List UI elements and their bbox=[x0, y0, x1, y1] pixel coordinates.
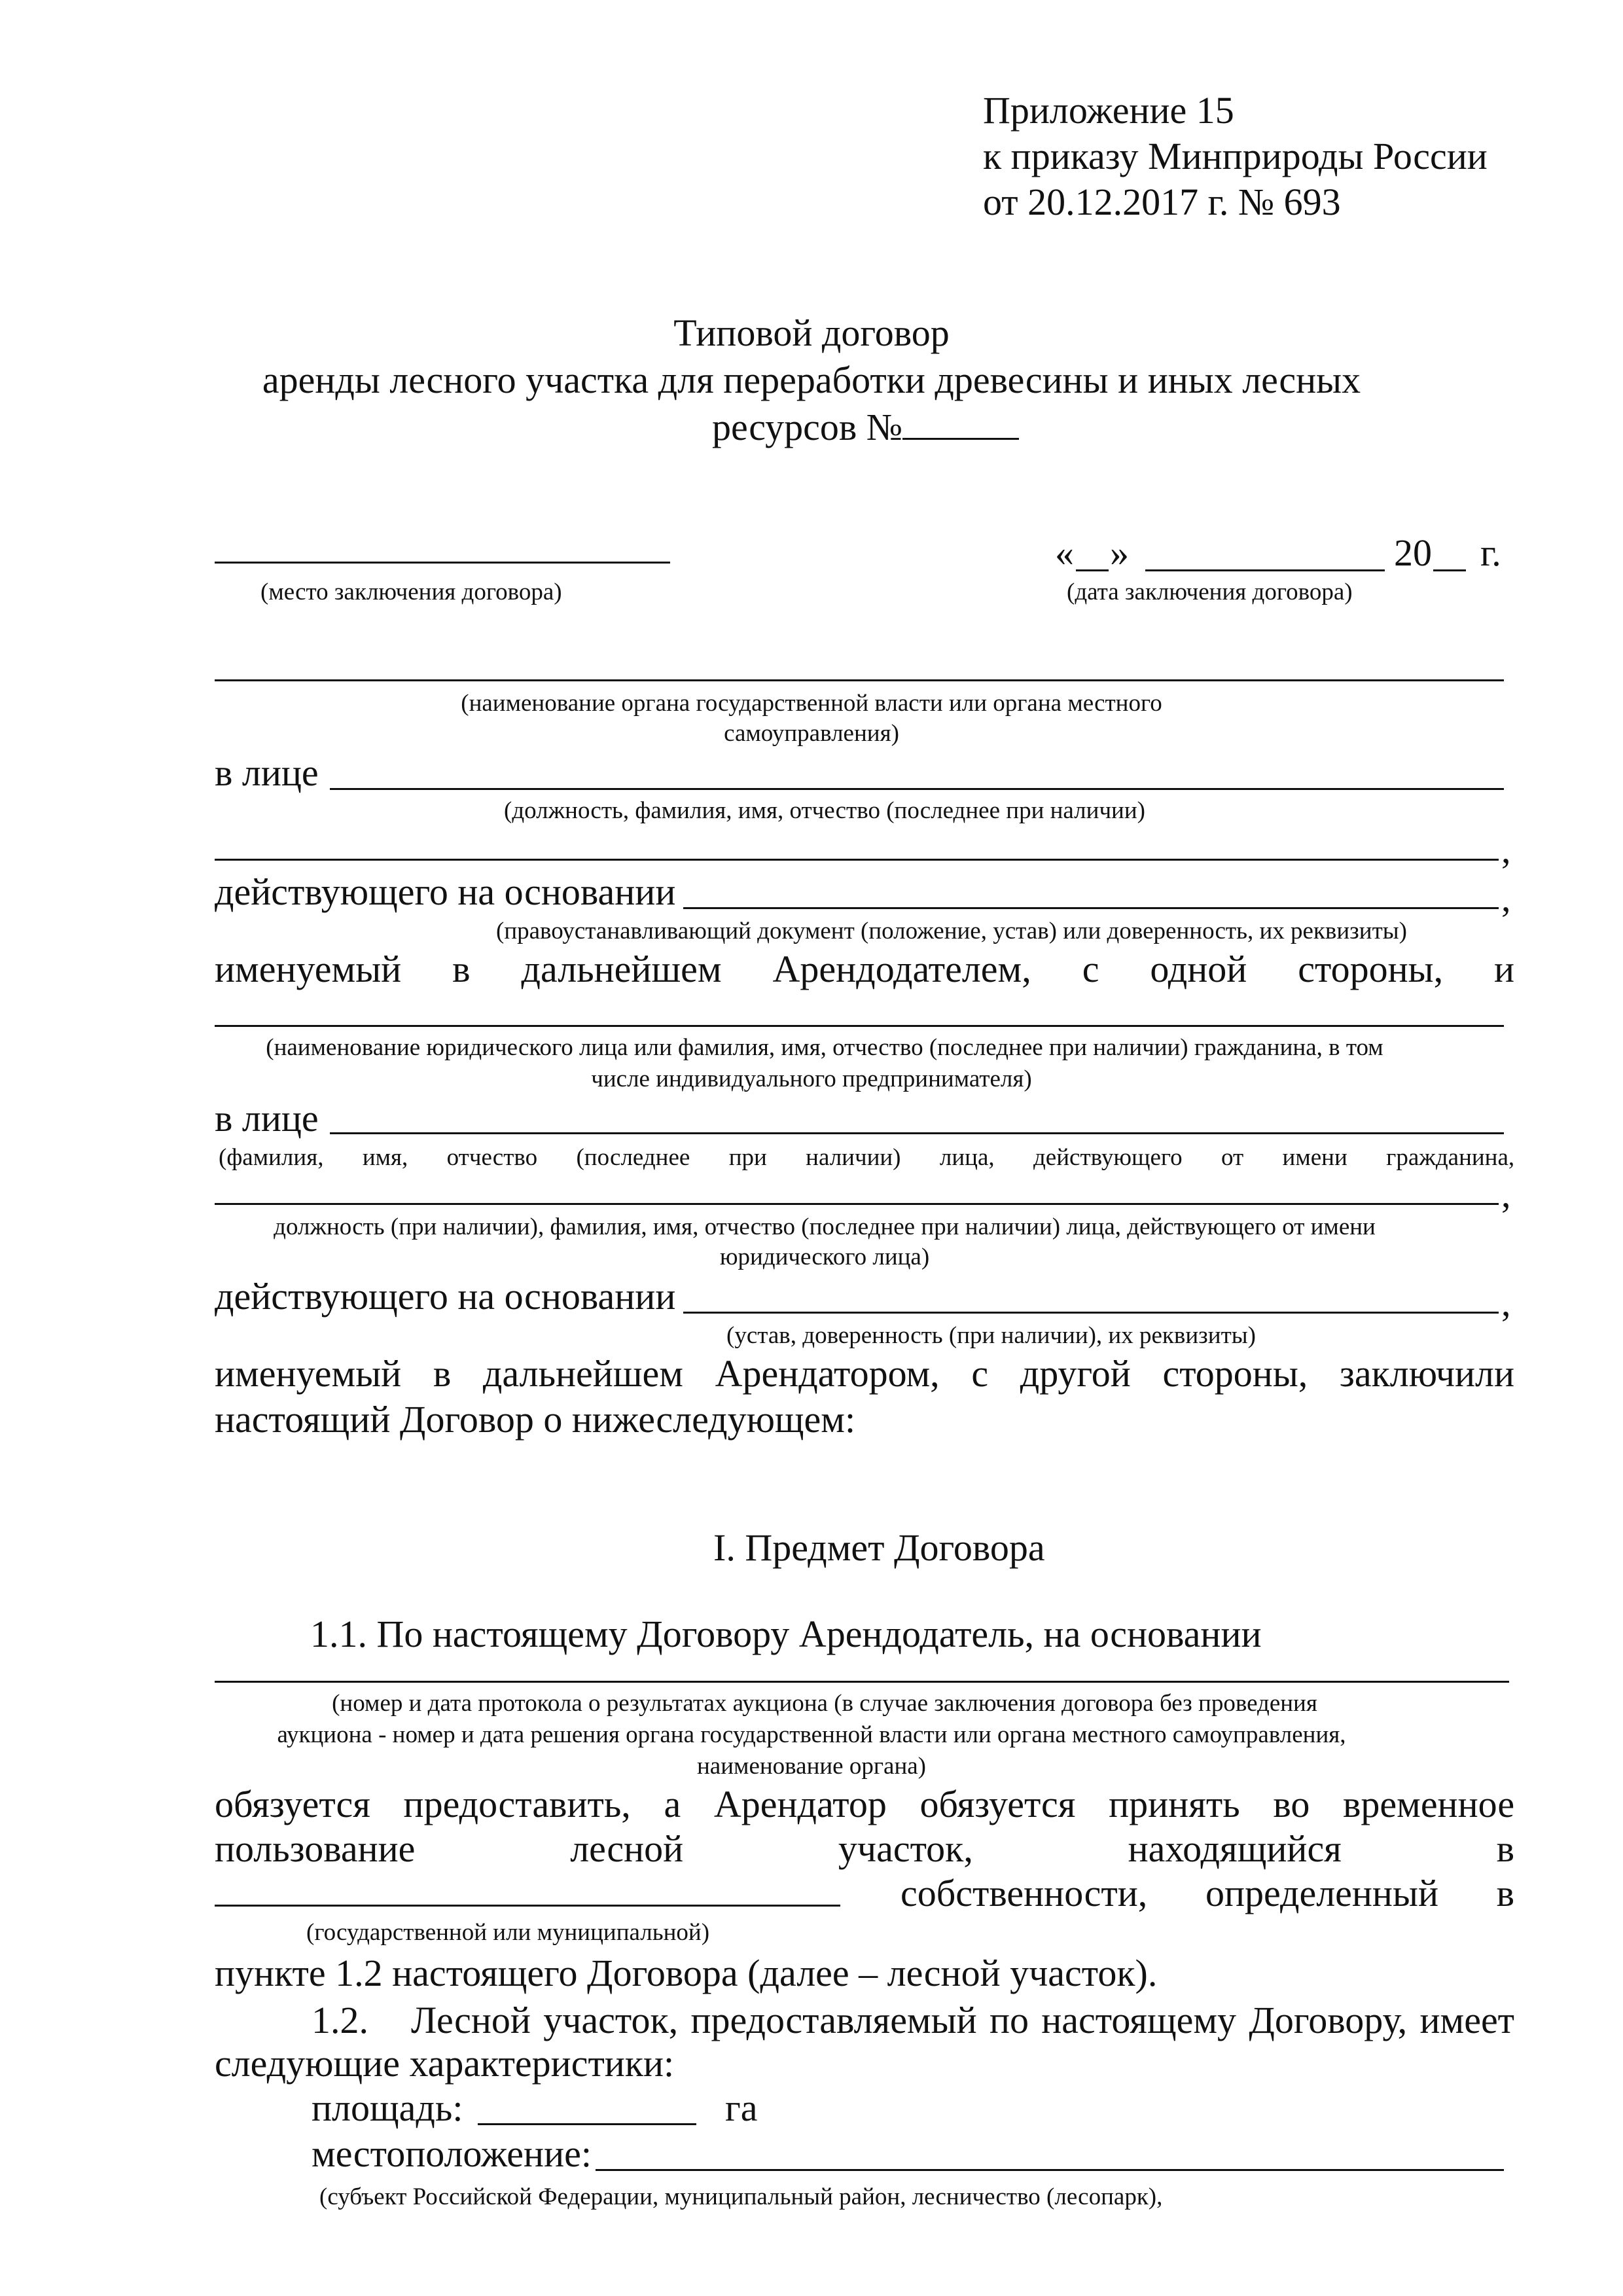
comma-4: , bbox=[1501, 1282, 1511, 1324]
date-caption: (дата заключения договора) bbox=[1067, 579, 1353, 605]
lessee-named-line-2: настоящий Договор о нижеследующем: bbox=[215, 1398, 856, 1441]
word: стороны, bbox=[1298, 948, 1444, 990]
word: при bbox=[728, 1144, 767, 1171]
authority-caption-1: (наименование органа государственной власти или органа местного bbox=[461, 690, 1162, 717]
location-caption: (субъект Российской Федерации, муниципальный район, лесничество (лесопарк), bbox=[319, 2183, 1163, 2210]
clause-1-1-caption-3: наименование органа) bbox=[697, 1753, 926, 1780]
year-suffix: г. bbox=[1480, 531, 1501, 574]
order-reference: к приказу Минприроды России bbox=[983, 135, 1488, 177]
lessor-person-blank-2 bbox=[215, 859, 1499, 861]
lessor-person-blank bbox=[330, 788, 1504, 790]
lessor-named-line bbox=[215, 950, 1514, 988]
place-caption: (место заключения договора) bbox=[260, 579, 562, 605]
contract-number-blank bbox=[902, 438, 1019, 440]
word: в bbox=[452, 948, 471, 990]
year-prefix: 20 bbox=[1394, 531, 1432, 574]
word: Арендатор bbox=[713, 1783, 887, 1825]
word: заключили bbox=[1339, 1352, 1515, 1395]
word: по bbox=[989, 1999, 1029, 2041]
word: стороны, bbox=[1162, 1352, 1308, 1395]
clause-1-1-line-2 bbox=[215, 1827, 1515, 1870]
word: а bbox=[664, 1783, 681, 1825]
place-blank bbox=[215, 562, 670, 564]
word: обязуется bbox=[919, 1783, 1076, 1825]
area-label: площадь: bbox=[312, 2087, 463, 2129]
lessor-in-person-label: в лице bbox=[215, 751, 319, 794]
day-quote-open: « bbox=[1055, 531, 1074, 574]
word: именуемый bbox=[215, 948, 402, 990]
word: Лесной bbox=[411, 1999, 531, 2041]
word: Договору, bbox=[1249, 1999, 1408, 2041]
lessor-basis-caption: (правоустанавливающий документ (положение, устав) или доверенность, их реквизиты) bbox=[496, 918, 1407, 944]
word: принять bbox=[1109, 1783, 1240, 1825]
word: дальнейшем bbox=[482, 1352, 683, 1395]
clause-1-1-line-4: пункте 1.2 настоящего Договора (далее – лесной участок). bbox=[215, 1952, 1158, 1994]
authority-blank bbox=[215, 679, 1504, 681]
lessee-entity-caption-2: числе индивидуального предпринимателя) bbox=[591, 1066, 1032, 1092]
lessee-basis-blank bbox=[683, 1312, 1499, 1314]
section-heading: I. Предмет Договора bbox=[713, 1526, 1045, 1569]
word: имеет bbox=[1419, 1999, 1515, 2041]
word: с bbox=[1082, 948, 1099, 990]
location-label: местоположение: bbox=[312, 2132, 592, 2175]
day-quote-close: » bbox=[1110, 531, 1129, 574]
word: в bbox=[1496, 1872, 1515, 1914]
lessee-in-person-label: в лице bbox=[215, 1097, 319, 1139]
lessee-person-blank bbox=[330, 1132, 1504, 1134]
word: и bbox=[1494, 948, 1515, 990]
ownership-blank bbox=[215, 1905, 840, 1907]
contract-number-text: ресурсов № bbox=[712, 406, 903, 448]
word: с bbox=[971, 1352, 989, 1395]
clause-1-1-caption-1: (номер и дата протокола о результатах аукциона (в случае заключения договора без проведения bbox=[332, 1690, 1317, 1717]
word: другой bbox=[1020, 1352, 1131, 1395]
word: (последнее bbox=[576, 1144, 690, 1171]
word: (фамилия, bbox=[219, 1144, 324, 1171]
word: находящийся bbox=[1128, 1827, 1342, 1870]
lessee-basis-label: действующего на основании bbox=[215, 1275, 676, 1318]
word: определенный bbox=[1205, 1872, 1438, 1914]
year-blank bbox=[1433, 569, 1466, 571]
contract-number-label bbox=[712, 408, 1019, 446]
clause-1-1-caption-2: аукциона - номер и дата решения органа государственной власти или органа местного самоуправления, bbox=[277, 1721, 1346, 1748]
word: наличии) bbox=[806, 1144, 901, 1171]
lessee-person-caption-3: юридического лица) bbox=[719, 1244, 930, 1270]
comma-2: , bbox=[1501, 877, 1511, 920]
word: Арендатором, bbox=[715, 1352, 940, 1395]
lessee-entity-caption-1: (наименование юридического лица или фамилия, имя, отчество (последнее при наличии) гражданина, в том bbox=[266, 1034, 1383, 1061]
lessee-basis-caption: (устав, доверенность (при наличии), их реквизиты) bbox=[726, 1322, 1256, 1349]
clause-1-1-intro: 1.1. По настоящему Договору Арендодатель, на основании bbox=[310, 1613, 1262, 1655]
word: лица, bbox=[939, 1144, 995, 1171]
word: временное bbox=[1342, 1783, 1515, 1825]
appendix-number: Приложение 15 bbox=[983, 89, 1234, 132]
word: настоящему bbox=[1041, 1999, 1237, 2041]
word: участок, bbox=[543, 1999, 679, 2041]
area-blank bbox=[478, 2123, 696, 2125]
month-blank bbox=[1145, 569, 1385, 571]
day-blank bbox=[1076, 569, 1109, 571]
clause-1-2-line-1 bbox=[411, 2001, 1514, 2039]
word: дальнейшем bbox=[521, 948, 722, 990]
lessor-basis-blank bbox=[683, 907, 1499, 909]
location-blank bbox=[596, 2169, 1504, 2171]
word: одной bbox=[1150, 948, 1247, 990]
lessee-person-caption-1 bbox=[219, 1145, 1514, 1170]
area-unit: га bbox=[725, 2087, 758, 2129]
lessor-person-caption: (должность, фамилия, имя, отчество (последнее при наличии) bbox=[504, 797, 1145, 824]
word: Арендодателем, bbox=[772, 948, 1031, 990]
lessee-named-line bbox=[215, 1352, 1515, 1395]
ownership-caption: (государственной или муниципальной) bbox=[306, 1919, 710, 1946]
lessee-person-blank-2 bbox=[215, 1203, 1499, 1205]
word: пользование bbox=[215, 1827, 416, 1870]
lessor-basis-label: действующего на основании bbox=[215, 870, 676, 913]
word: отчество bbox=[446, 1144, 538, 1171]
word: предоставить, bbox=[403, 1783, 631, 1825]
word: имя, bbox=[362, 1144, 408, 1171]
order-date: от 20.12.2017 г. № 693 bbox=[983, 181, 1341, 223]
word: собственности, bbox=[901, 1872, 1148, 1914]
authority-caption-2: самоуправления) bbox=[724, 720, 899, 747]
clause-1-1-line-1 bbox=[215, 1785, 1514, 1823]
clause-1-2-number: 1.2. bbox=[312, 1999, 368, 2041]
comma-1: , bbox=[1501, 829, 1511, 871]
lessee-entity-blank bbox=[215, 1025, 1504, 1027]
word: лесной bbox=[570, 1827, 684, 1870]
word: участок, bbox=[838, 1827, 973, 1870]
clause-1-2-line-2: следующие характеристики: bbox=[215, 2042, 675, 2085]
word: именуемый bbox=[215, 1352, 402, 1395]
clause-1-1-line-3 bbox=[901, 1874, 1514, 1912]
clause-1-1-basis-blank bbox=[215, 1681, 1509, 1683]
document-subtitle: аренды лесного участка для переработки древесины и иных лесных bbox=[262, 359, 1361, 401]
comma-3: , bbox=[1501, 1173, 1511, 1215]
word: действующего bbox=[1033, 1144, 1183, 1171]
word: во bbox=[1273, 1783, 1310, 1825]
document-title: Типовой договор bbox=[673, 312, 950, 354]
word: гражданина, bbox=[1386, 1144, 1515, 1171]
word: в bbox=[1496, 1827, 1515, 1870]
word: предоставляемый bbox=[690, 1999, 977, 2041]
word: в bbox=[433, 1352, 452, 1395]
word: от bbox=[1221, 1144, 1244, 1171]
word: обязуется bbox=[215, 1783, 370, 1825]
lessee-person-caption-2: должность (при наличии), фамилия, имя, отчество (последнее при наличии) лица, действующего от имени bbox=[274, 1213, 1376, 1240]
word: имени bbox=[1282, 1144, 1347, 1171]
